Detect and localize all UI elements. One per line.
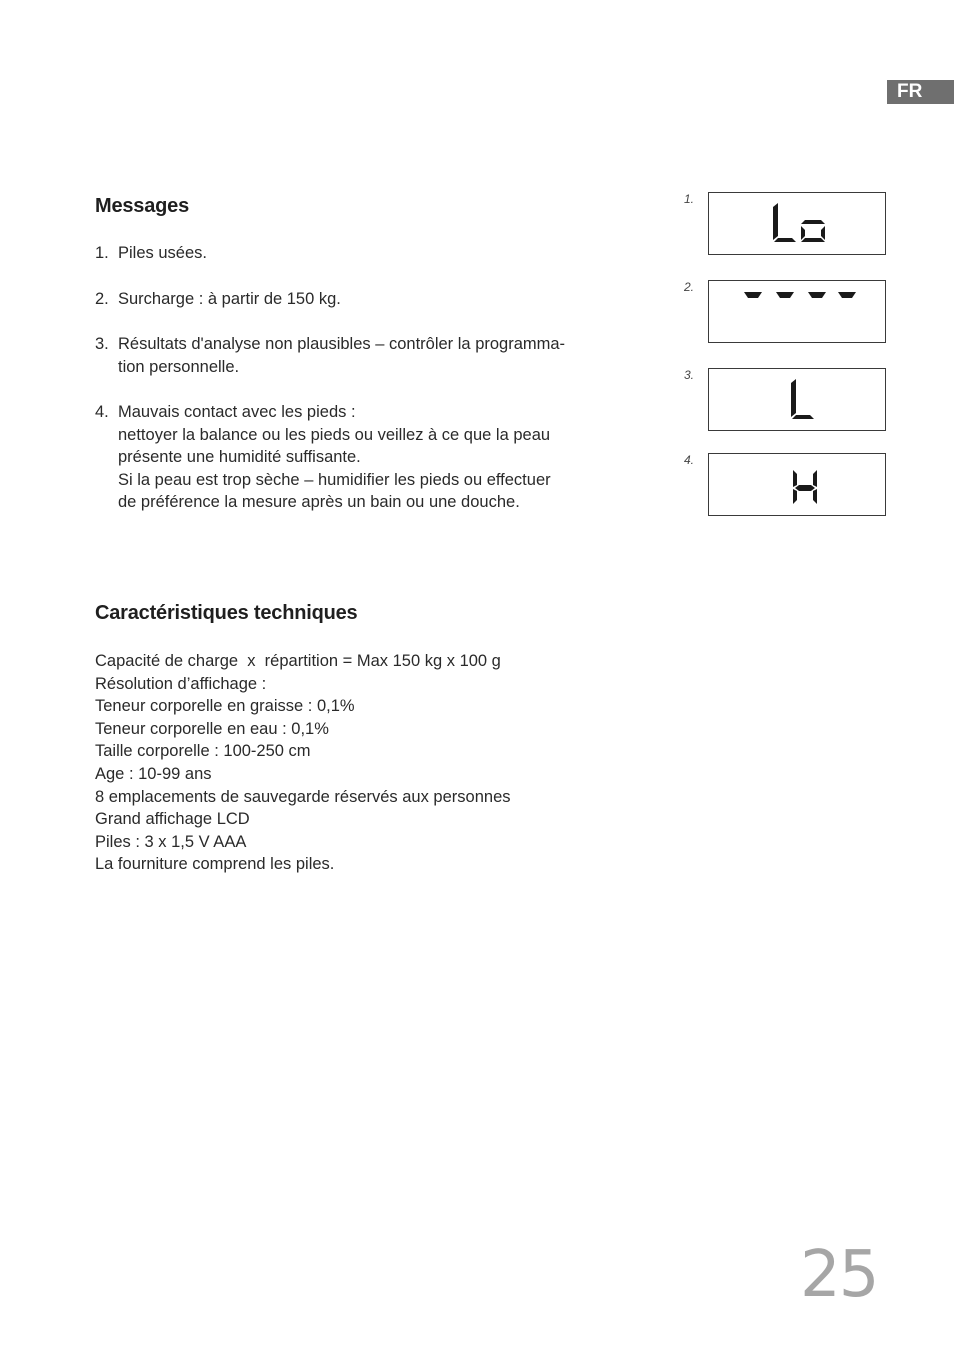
lcd-label: 1. <box>684 192 695 206</box>
spec-line: Piles : 3 x 1,5 V AAA <box>95 832 247 851</box>
message-number: 4. <box>95 403 109 421</box>
message-number: 2. <box>95 289 109 308</box>
message-item <box>95 242 615 265</box>
message-item <box>95 401 615 514</box>
spec-line: Capacité de charge x répartition = Max 150 kg x 100 g <box>95 652 501 670</box>
spec-line: La fourniture comprend les piles. <box>95 855 335 874</box>
spec-line: Age : 10-99 ans <box>95 764 212 783</box>
lcd-label: 2. <box>684 280 695 294</box>
message-number: 1. <box>95 244 109 262</box>
lcd-label: 4. <box>684 453 695 467</box>
lcd-h-icon <box>709 454 887 517</box>
specs-heading: Caractéristiques techniques <box>95 602 358 624</box>
message-line: de préférence la mesure après un bain ou une douche. <box>118 493 520 511</box>
messages-heading: Messages <box>95 195 190 217</box>
lcd-screen <box>708 453 886 516</box>
message-line: présente une humidité suffisante. <box>118 448 361 466</box>
lcd-l-icon <box>709 369 887 432</box>
spec-line: Teneur corporelle en graisse : 0,1% <box>95 697 355 716</box>
lcd-screen <box>708 368 886 431</box>
message-line: Piles usées. <box>118 244 207 262</box>
language-tab: FR <box>887 80 954 104</box>
lcd-overload-icon <box>709 281 887 344</box>
message-item <box>95 288 615 311</box>
message-line: nettoyer la balance ou les pieds ou veillez à ce que la peau <box>118 425 551 444</box>
message-line: tion personnelle. <box>118 357 240 376</box>
lcd-screen <box>708 280 886 343</box>
spec-line: Taille corporelle : 100-250 cm <box>95 742 311 761</box>
specs-list <box>95 650 511 876</box>
message-line: Résultats d'analyse non plausibles – contrôler la programma- <box>118 335 566 353</box>
message-item <box>95 333 615 378</box>
page-number: 25 <box>800 1238 878 1312</box>
spec-line: Grand affichage LCD <box>95 810 250 829</box>
lcd-label: 3. <box>684 368 695 382</box>
message-line: Mauvais contact avec les pieds : <box>118 403 356 421</box>
spec-line: Résolution d’affichage : <box>95 674 267 693</box>
message-line: Si la peau est trop sèche – humidifier les pieds ou effectuer <box>118 470 551 489</box>
message-line: Surcharge : à partir de 150 kg. <box>118 289 341 308</box>
lcd-screen <box>708 192 886 255</box>
spec-line: Teneur corporelle en eau : 0,1% <box>95 719 329 738</box>
spec-line: 8 emplacements de sauvegarde réservés aux personnes <box>95 787 511 806</box>
lcd-lo-icon <box>709 193 887 256</box>
message-number: 3. <box>95 335 109 353</box>
messages-list <box>95 242 615 537</box>
